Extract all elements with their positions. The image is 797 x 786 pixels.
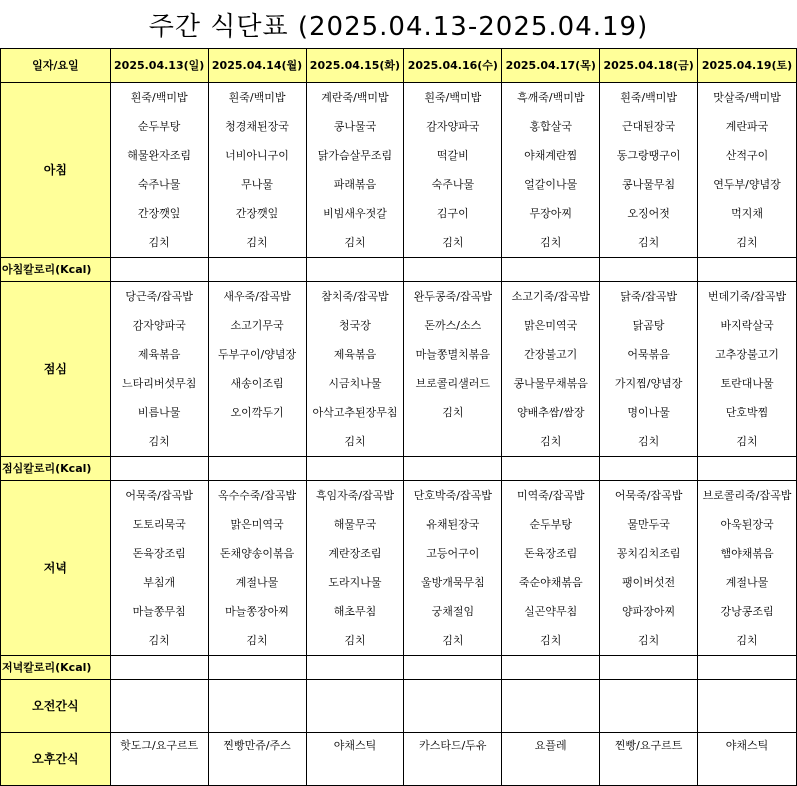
menu-row [1, 228, 797, 258]
menu-cell: 간장깻잎 [208, 199, 306, 228]
menu-cell: 간장깻잎 [110, 199, 208, 228]
menu-cell: 김치 [404, 398, 502, 427]
menu-cell: 햄야채볶음 [698, 539, 797, 568]
menu-cell: 야채계란찜 [502, 141, 600, 170]
kcal-cell [208, 656, 306, 680]
menu-cell: 비빔새우젓갈 [306, 199, 404, 228]
menu-cell: 마늘쫑장아찌 [208, 597, 306, 626]
menu-cell: 동그랑땡구이 [600, 141, 698, 170]
menu-cell: 맑은미역국 [208, 510, 306, 539]
menu-cell: 강낭콩조림 [698, 597, 797, 626]
kcal-label: 점심칼로리(Kcal) [1, 457, 111, 481]
kcal-cell [208, 258, 306, 282]
menu-row [1, 626, 797, 656]
menu-cell: 간장불고기 [502, 340, 600, 369]
menu-row [1, 141, 797, 170]
kcal-row [1, 258, 797, 282]
menu-cell: 물만두국 [600, 510, 698, 539]
menu-row [1, 311, 797, 340]
menu-cell: 닭가슴살무조림 [306, 141, 404, 170]
menu-cell: 실곤약무침 [502, 597, 600, 626]
menu-cell: 흑임자죽/잡곡밥 [306, 481, 404, 511]
menu-cell: 단호박죽/잡곡밥 [404, 481, 502, 511]
menu-cell: 참치죽/잡곡밥 [306, 282, 404, 312]
menu-cell: 명이나물 [600, 398, 698, 427]
menu-row [1, 427, 797, 457]
snack-cell [404, 680, 502, 733]
menu-row [1, 510, 797, 539]
header-label: 일자/요일 [1, 49, 111, 83]
kcal-cell [502, 258, 600, 282]
menu-row [1, 398, 797, 427]
kcal-cell [110, 656, 208, 680]
menu-cell: 연두부/양념장 [698, 170, 797, 199]
menu-cell: 김치 [110, 228, 208, 258]
menu-cell: 돈채양송이볶음 [208, 539, 306, 568]
menu-cell: 옥수수죽/잡곡밥 [208, 481, 306, 511]
menu-cell: 완두콩죽/잡곡밥 [404, 282, 502, 312]
menu-cell: 도토리묵국 [110, 510, 208, 539]
menu-row [1, 199, 797, 228]
kcal-cell [698, 258, 797, 282]
menu-cell: 김치 [110, 427, 208, 457]
kcal-cell [600, 457, 698, 481]
menu-row [1, 282, 797, 312]
snack-row [1, 680, 797, 733]
menu-row [1, 481, 797, 511]
menu-row [1, 112, 797, 141]
meal-label: 점심 [1, 282, 111, 457]
menu-cell: 김치 [698, 427, 797, 457]
header-row [1, 49, 797, 83]
menu-cell: 새우죽/잡곡밥 [208, 282, 306, 312]
menu-cell: 브로콜리샐러드 [404, 369, 502, 398]
menu-cell: 팽이버섯전 [600, 568, 698, 597]
menu-cell: 김치 [306, 626, 404, 656]
menu-cell: 제육볶음 [306, 340, 404, 369]
kcal-cell [502, 457, 600, 481]
menu-cell: 고추장불고기 [698, 340, 797, 369]
menu-cell [208, 427, 306, 457]
menu-cell: 해초무침 [306, 597, 404, 626]
header-day: 2025.04.13(일) [110, 49, 208, 83]
snack-cell: 카스타드/두유 [404, 733, 502, 786]
menu-cell: 궁채절임 [404, 597, 502, 626]
menu-cell: 꽁치김치조림 [600, 539, 698, 568]
menu-cell: 양파장아찌 [600, 597, 698, 626]
menu-cell: 느타리버섯무침 [110, 369, 208, 398]
menu-cell: 너비아니구이 [208, 141, 306, 170]
menu-cell: 해물무국 [306, 510, 404, 539]
menu-cell: 브로콜리죽/잡곡밥 [698, 481, 797, 511]
menu-cell: 흰죽/백미밥 [208, 83, 306, 113]
menu-cell: 번데기죽/잡곡밥 [698, 282, 797, 312]
snack-cell [208, 680, 306, 733]
menu-cell: 김치 [600, 626, 698, 656]
menu-cell: 김구이 [404, 199, 502, 228]
kcal-cell [698, 656, 797, 680]
menu-cell: 가지찜/양념장 [600, 369, 698, 398]
menu-row [1, 597, 797, 626]
menu-cell: 유채된장국 [404, 510, 502, 539]
menu-cell: 흰죽/백미밥 [600, 83, 698, 113]
menu-cell: 해물완자조림 [110, 141, 208, 170]
header-day: 2025.04.15(화) [306, 49, 404, 83]
menu-cell: 맑은미역국 [502, 311, 600, 340]
menu-cell: 얼갈이나물 [502, 170, 600, 199]
menu-row [1, 340, 797, 369]
menu-cell: 두부구이/양념장 [208, 340, 306, 369]
kcal-cell [110, 258, 208, 282]
menu-row [1, 369, 797, 398]
menu-cell: 계절나물 [698, 568, 797, 597]
snack-cell: 요플레 [502, 733, 600, 786]
menu-row [1, 568, 797, 597]
menu-cell: 순두부탕 [110, 112, 208, 141]
menu-cell: 시금치나물 [306, 369, 404, 398]
kcal-row [1, 457, 797, 481]
menu-cell: 어묵죽/잡곡밥 [110, 481, 208, 511]
menu-cell: 소고기죽/잡곡밥 [502, 282, 600, 312]
menu-cell: 떡갈비 [404, 141, 502, 170]
kcal-cell [600, 656, 698, 680]
menu-cell: 어묵볶음 [600, 340, 698, 369]
menu-cell: 콩나물국 [306, 112, 404, 141]
snack-cell: 야채스틱 [306, 733, 404, 786]
menu-cell: 김치 [502, 228, 600, 258]
kcal-cell [306, 457, 404, 481]
menu-cell: 청경채된장국 [208, 112, 306, 141]
menu-cell: 돈까스/소스 [404, 311, 502, 340]
snack-row [1, 733, 797, 786]
menu-cell: 감자양파국 [404, 112, 502, 141]
menu-cell: 바지락살국 [698, 311, 797, 340]
menu-cell: 김치 [306, 228, 404, 258]
menu-cell: 계란장조림 [306, 539, 404, 568]
menu-cell: 김치 [404, 626, 502, 656]
menu-cell: 오이깍두기 [208, 398, 306, 427]
menu-cell: 마늘쫑무침 [110, 597, 208, 626]
menu-row [1, 170, 797, 199]
snack-cell: 찐빵만쥬/주스 [208, 733, 306, 786]
menu-cell: 닭곰탕 [600, 311, 698, 340]
kcal-cell [208, 457, 306, 481]
menu-cell: 김치 [698, 228, 797, 258]
menu-row [1, 539, 797, 568]
kcal-row [1, 656, 797, 680]
menu-cell: 제육볶음 [110, 340, 208, 369]
snack-cell [306, 680, 404, 733]
menu-cell: 무장아찌 [502, 199, 600, 228]
snack-cell: 야채스틱 [698, 733, 797, 786]
snack-label: 오후간식 [1, 733, 111, 786]
snack-cell [110, 680, 208, 733]
menu-cell: 흰죽/백미밥 [110, 83, 208, 113]
menu-cell: 김치 [600, 427, 698, 457]
header-day: 2025.04.18(금) [600, 49, 698, 83]
header-day: 2025.04.14(월) [208, 49, 306, 83]
kcal-cell [600, 258, 698, 282]
menu-cell: 계절나물 [208, 568, 306, 597]
snack-cell [698, 680, 797, 733]
menu-cell: 김치 [698, 626, 797, 656]
menu-cell: 아욱된장국 [698, 510, 797, 539]
menu-cell: 마늘쫑멸치볶음 [404, 340, 502, 369]
kcal-label: 저녁칼로리(Kcal) [1, 656, 111, 680]
header-day: 2025.04.16(수) [404, 49, 502, 83]
kcal-cell [502, 656, 600, 680]
kcal-cell [404, 457, 502, 481]
menu-cell: 맛살죽/백미밥 [698, 83, 797, 113]
menu-cell: 소고기무국 [208, 311, 306, 340]
menu-cell: 김치 [110, 626, 208, 656]
weekly-menu-table [0, 48, 797, 786]
menu-cell: 콩나물무채볶음 [502, 369, 600, 398]
menu-cell: 홍합살국 [502, 112, 600, 141]
menu-cell: 숙주나물 [404, 170, 502, 199]
menu-cell: 양배추쌈/쌈장 [502, 398, 600, 427]
kcal-cell [698, 457, 797, 481]
menu-cell: 김치 [208, 626, 306, 656]
page-title: 주간 식단표 (2025.04.13-2025.04.19) [0, 0, 797, 49]
header-day: 2025.04.17(목) [502, 49, 600, 83]
meal-label: 저녁 [1, 481, 111, 656]
menu-cell: 부침개 [110, 568, 208, 597]
menu-cell: 먹지채 [698, 199, 797, 228]
menu-cell: 당근죽/잡곡밥 [110, 282, 208, 312]
menu-cell: 죽순야채볶음 [502, 568, 600, 597]
menu-cell: 오징어젓 [600, 199, 698, 228]
menu-cell: 계란죽/백미밥 [306, 83, 404, 113]
menu-cell: 산적구이 [698, 141, 797, 170]
menu-cell: 무나물 [208, 170, 306, 199]
menu-cell: 미역죽/잡곡밥 [502, 481, 600, 511]
menu-cell: 계란파국 [698, 112, 797, 141]
menu-cell: 흰죽/백미밥 [404, 83, 502, 113]
menu-cell: 김치 [600, 228, 698, 258]
menu-cell: 새송이조림 [208, 369, 306, 398]
menu-row [1, 83, 797, 113]
kcal-cell [306, 258, 404, 282]
snack-label: 오전간식 [1, 680, 111, 733]
menu-cell: 김치 [502, 427, 600, 457]
menu-cell: 도라지나물 [306, 568, 404, 597]
menu-cell: 감자양파국 [110, 311, 208, 340]
menu-cell: 흑깨죽/백미밥 [502, 83, 600, 113]
menu-cell: 숙주나물 [110, 170, 208, 199]
snack-cell [502, 680, 600, 733]
meal-label: 아침 [1, 83, 111, 258]
menu-cell: 콩나물무침 [600, 170, 698, 199]
kcal-cell [110, 457, 208, 481]
menu-cell [404, 427, 502, 457]
kcal-label: 아침칼로리(Kcal) [1, 258, 111, 282]
menu-cell: 순두부탕 [502, 510, 600, 539]
menu-cell: 김치 [306, 427, 404, 457]
menu-cell: 파래볶음 [306, 170, 404, 199]
kcal-cell [404, 258, 502, 282]
menu-cell: 닭죽/잡곡밥 [600, 282, 698, 312]
snack-cell: 핫도그/요구르트 [110, 733, 208, 786]
menu-cell: 김치 [502, 626, 600, 656]
snack-cell: 찐빵/요구르트 [600, 733, 698, 786]
menu-cell: 비름나물 [110, 398, 208, 427]
snack-cell [600, 680, 698, 733]
header-day: 2025.04.19(토) [698, 49, 797, 83]
menu-cell: 토란대나물 [698, 369, 797, 398]
menu-cell: 김치 [404, 228, 502, 258]
menu-cell: 청국장 [306, 311, 404, 340]
menu-cell: 아삭고추된장무침 [306, 398, 404, 427]
kcal-cell [404, 656, 502, 680]
kcal-cell [306, 656, 404, 680]
menu-cell: 고등어구이 [404, 539, 502, 568]
menu-cell: 울방개묵무침 [404, 568, 502, 597]
menu-cell: 김치 [208, 228, 306, 258]
menu-cell: 근대된장국 [600, 112, 698, 141]
menu-cell: 단호박찜 [698, 398, 797, 427]
menu-cell: 돈육장조림 [110, 539, 208, 568]
menu-cell: 돈육장조림 [502, 539, 600, 568]
menu-cell: 어묵죽/잡곡밥 [600, 481, 698, 511]
